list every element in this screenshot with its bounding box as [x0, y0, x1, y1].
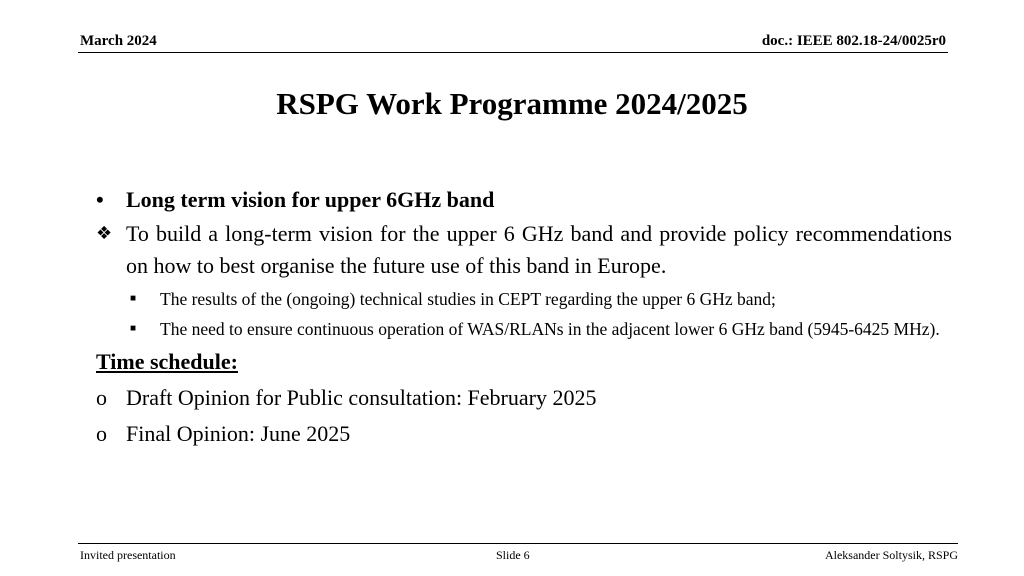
schedule-item-final	[96, 418, 952, 450]
sub-bullet-cept-studies	[130, 286, 952, 312]
circle-bullet-icon: o	[96, 385, 107, 410]
footer-author: Aleksander Soltysik, RSPG	[824, 548, 958, 562]
bullet-topic	[96, 184, 952, 216]
bullet-goal	[96, 218, 952, 282]
sub-bullet-cept-studies-text: The results of the (ongoing) technical studies in CEPT regarding the upper 6 GHz band;	[160, 289, 776, 309]
schedule-item-final-text: Final Opinion: June 2025	[126, 421, 351, 446]
slide-footer	[78, 543, 958, 566]
sub-bullet-was-rlan	[130, 316, 952, 342]
slide-content	[96, 184, 952, 450]
bullet-dot-icon: •	[96, 187, 104, 212]
header-date: March 2024	[80, 33, 157, 49]
header-doc-id: doc.: IEEE 802.18-24/0025r0	[761, 33, 946, 49]
sub-bullet-was-rlan-text: The need to ensure continuous operation of WAS/RLANs in the adjacent lower 6 GHz band (5945-6425 MHz).	[160, 319, 940, 339]
square-bullet-icon: ■	[130, 293, 137, 304]
schedule-item-draft	[96, 382, 952, 414]
square-bullet-icon: ■	[130, 323, 137, 334]
diamond-bullet-icon: ❖	[96, 223, 113, 244]
slide-title: RSPG Work Programme 2024/2025	[276, 86, 748, 121]
bullet-goal-text: To build a long-term vision for the upper 6 GHz band and provide policy recommendations on how to best organise the future use of this band in Europe.	[126, 221, 952, 278]
footer-left: Invited presentation	[80, 548, 176, 562]
time-schedule-heading: Time schedule:	[96, 349, 238, 374]
bullet-topic-text: Long term vision for upper 6GHz band	[126, 187, 495, 212]
slide-number: Slide 6	[496, 548, 530, 562]
slide-header	[78, 30, 948, 53]
schedule-item-draft-text: Draft Opinion for Public consultation: February 2025	[126, 385, 597, 410]
circle-bullet-icon: o	[96, 421, 107, 446]
